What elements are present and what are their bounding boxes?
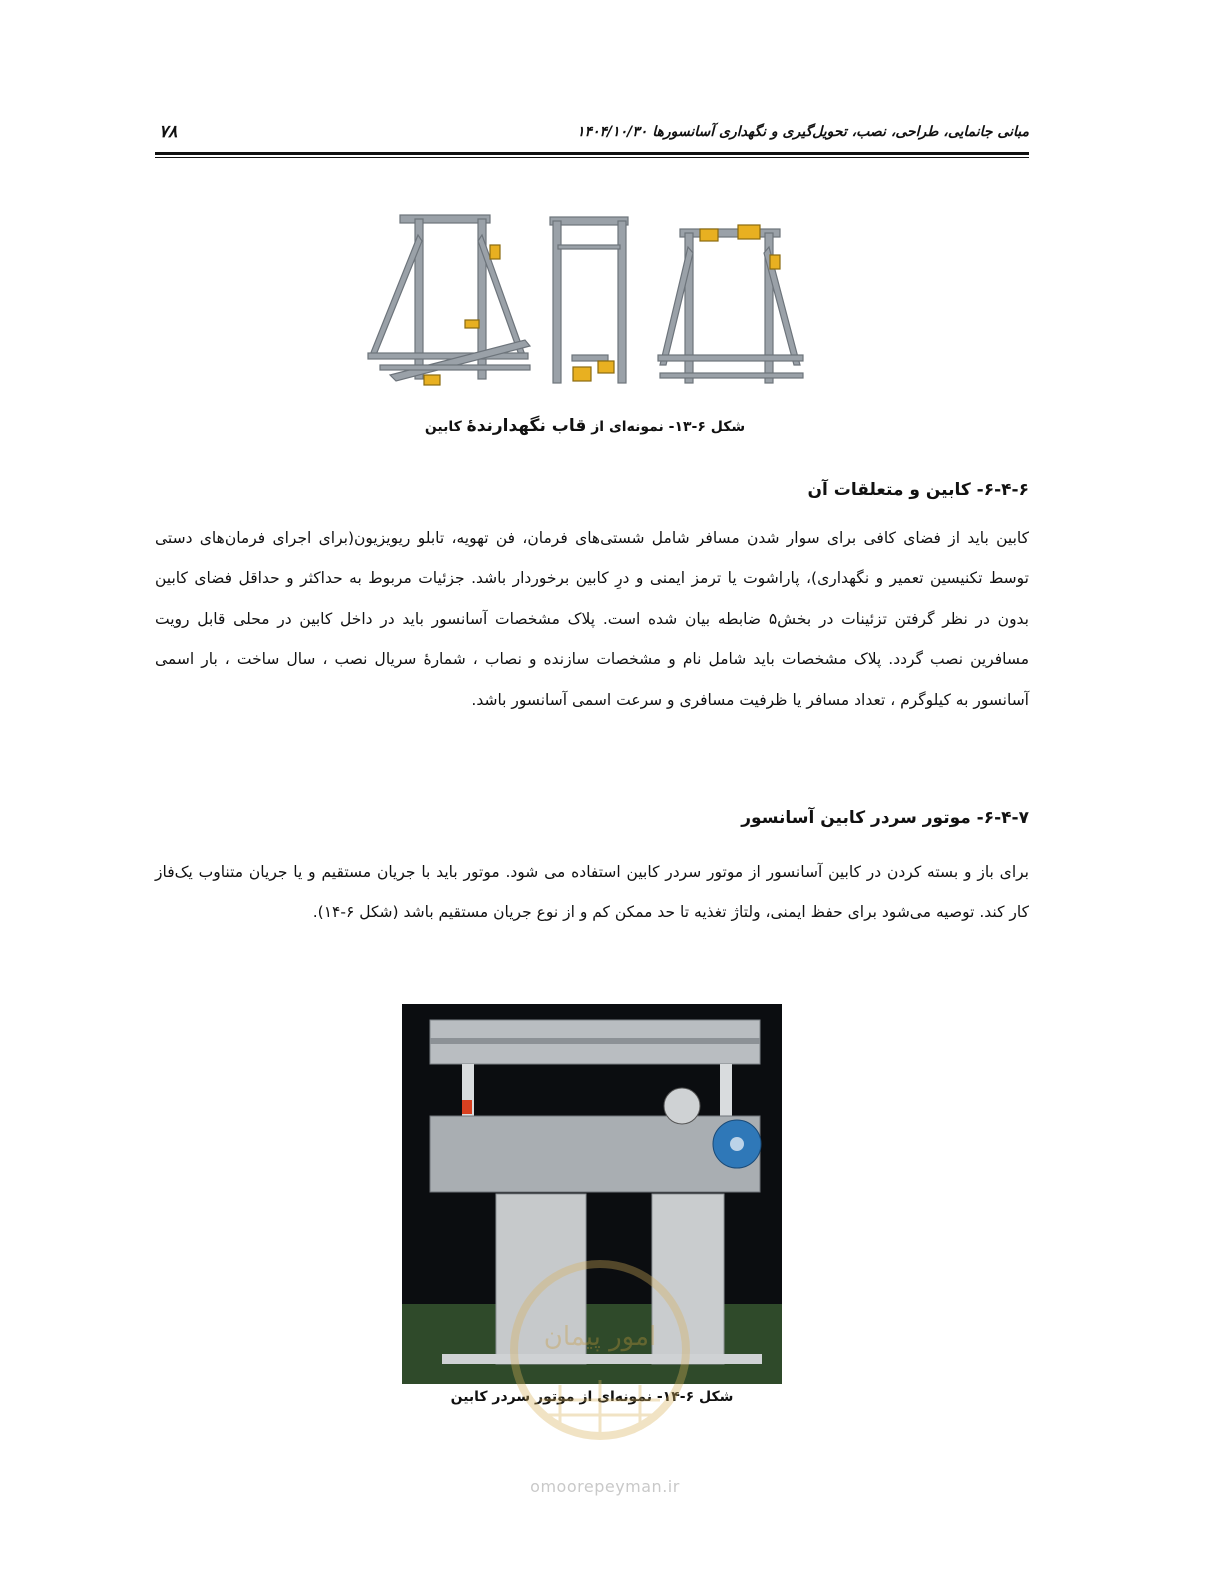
watermark-site: omoorepeyman.ir xyxy=(530,1477,680,1496)
svg-text:امور پیمان: امور پیمان xyxy=(543,1322,657,1352)
caption-emphasis: قاب نگهدارندهٔ xyxy=(466,416,587,436)
section-heading-door-motor: ۶-۴-۷- موتور سردر کابین آسانسور xyxy=(741,808,1029,828)
paragraph-door-motor: برای باز و بسته کردن در کابین آسانسور از موتور سردر کابین استفاده می شود. موتور باید با جریان مستقیم و یا جریان متناوب یک‌فاز کار کند. توصیه می‌شود برای حفظ ایمنی، ولتاژ تغذیه تا حد ممکن کم و از نوع جریان مستقیم باشد (شکل ۶-۱۴). xyxy=(155,863,1029,922)
header-rule-thin xyxy=(155,157,1029,158)
figure-caption-frame xyxy=(420,416,750,436)
caption-prefix: شکل ۶-۱۳- نمونه‌ای از xyxy=(591,419,746,435)
frame-right xyxy=(658,225,803,383)
running-title: مبانی جانمایی، طراحی، نصب، تحویل‌گیری و نگهداری آسانسورها ۱۴۰۴/۱۰/۳۰ xyxy=(576,124,1029,140)
header-rule xyxy=(155,152,1029,155)
figure-caption-door-motor: شکل ۶-۱۴- نمونه‌ای از موتور سردر کابین xyxy=(450,1389,734,1405)
cabin-frame-figure xyxy=(360,205,805,405)
paragraph-cabin: کابین باید از فضای کافی برای سوار شدن مسافر شامل شستی‌های فرمان، فن تهویه، تابلو ریویزیون(برای اجرای فرمان‌های دستی توسط تکنیسین تعمیر و نگهداری)، پاراشوت یا ترمز ایمنی و درِ کابین برخوردار باشد. جزئیات مربوط به حداکثر و حداقل فضای کابین بدون در نظر گرفتن تزئینات در بخش۵ ضابطه بیان شده است. پلاک مشخصات آسانسور باید در داخل کابین در محلی قابل رویت مسافرین نصب گردد. پلاک مشخصات باید شامل نام و مشخصات سازنده و نصاب ، شمارهٔ سریال نصب ، سال ساخت ، بار اسمی آسانسور به کیلوگرم ، تعداد مسافر یا ظرفیت مسافری و سرعت اسمی آسانسور باشد. xyxy=(155,529,1029,709)
page-number: ۷۸ xyxy=(159,122,178,142)
caption-suffix: کابین xyxy=(424,419,462,435)
watermark-seal-logo xyxy=(500,1250,700,1490)
page-header xyxy=(155,118,1029,158)
frame-left xyxy=(368,215,530,385)
frame-middle xyxy=(550,217,628,383)
section-heading-cabin: ۶-۴-۶- کابین و متعلقات آن xyxy=(807,480,1029,500)
